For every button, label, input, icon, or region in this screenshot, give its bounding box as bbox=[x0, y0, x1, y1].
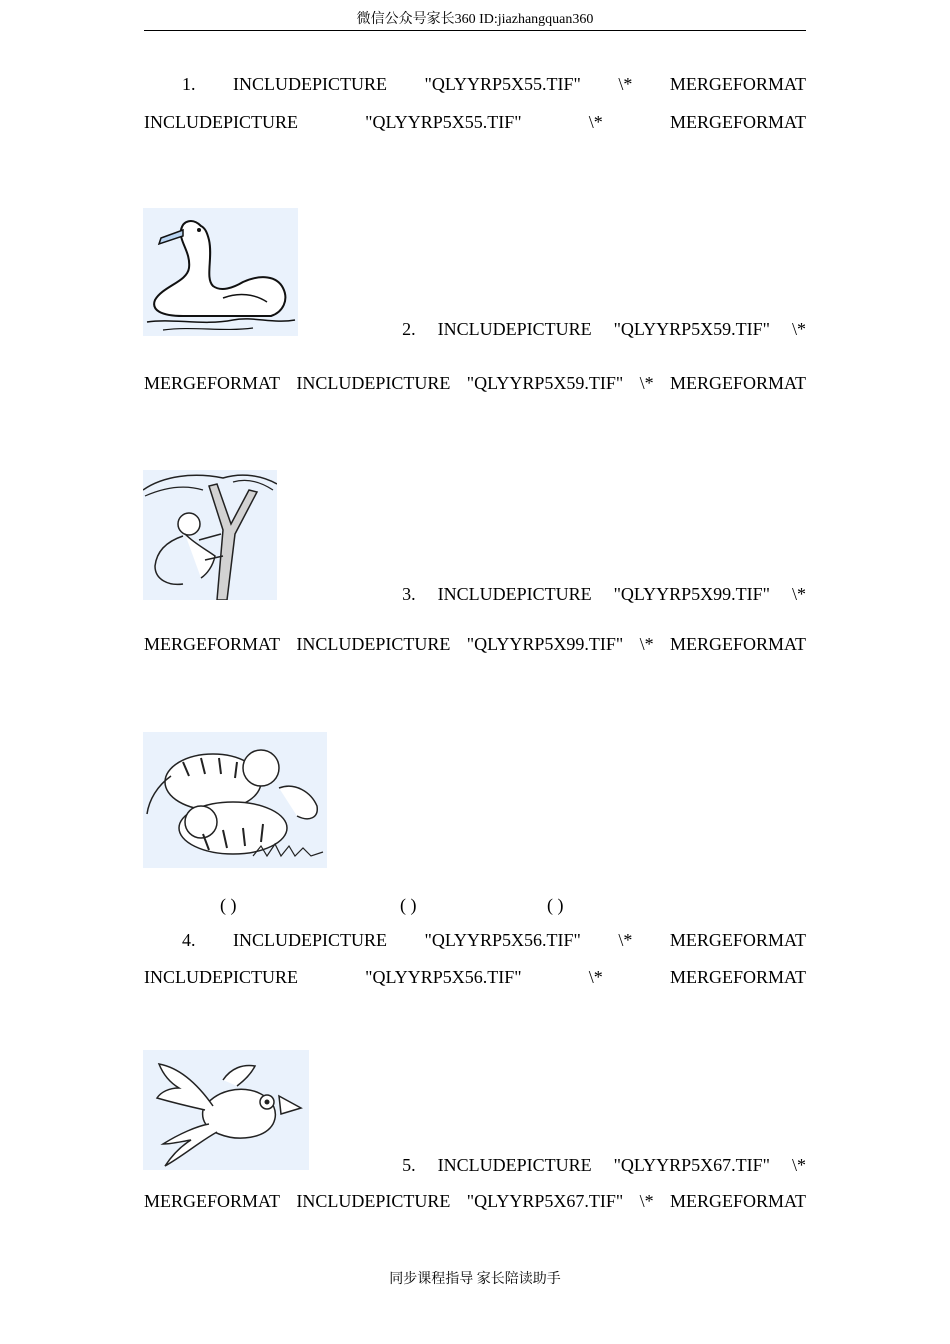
field-filename: "QLYYRP5X99.TIF" bbox=[466, 634, 624, 654]
item-2-line-1 bbox=[144, 317, 806, 341]
field-switch: \* bbox=[618, 74, 633, 94]
page-footer: 同步课程指导 家长陪读助手 bbox=[389, 1272, 561, 1287]
field-format: MERGEFORMAT bbox=[669, 1191, 806, 1211]
field-switch: \* bbox=[639, 373, 654, 393]
field-format: MERGEFORMAT bbox=[669, 930, 806, 950]
field-filename: "QLYYRP5X56.TIF" bbox=[365, 967, 522, 987]
field-filename: "QLYYRP5X59.TIF" bbox=[613, 319, 770, 339]
field-format: MERGEFORMAT bbox=[669, 967, 806, 987]
field-format: MERGEFORMAT bbox=[669, 634, 806, 654]
item-2-line-2 bbox=[144, 371, 806, 395]
item-4-line-1 bbox=[182, 928, 806, 952]
item-number: 2. bbox=[402, 319, 416, 339]
field-code: INCLUDEPICTURE bbox=[296, 373, 451, 393]
page-header: 微信公众号家长360 ID:jiazhangquan360 bbox=[356, 12, 594, 27]
bird-image bbox=[143, 1050, 309, 1170]
field-switch: \* bbox=[791, 319, 806, 339]
field-format: MERGEFORMAT bbox=[144, 373, 281, 393]
field-code: INCLUDEPICTURE bbox=[233, 930, 387, 950]
field-switch: \* bbox=[791, 584, 806, 604]
field-switch: \* bbox=[588, 112, 603, 132]
field-format: MERGEFORMAT bbox=[669, 74, 806, 94]
item-number: 4. bbox=[182, 930, 196, 950]
field-filename: "QLYYRP5X59.TIF" bbox=[466, 373, 624, 393]
item-number: 5. bbox=[402, 1155, 416, 1175]
field-code: INCLUDEPICTURE bbox=[437, 1155, 592, 1175]
field-format: MERGEFORMAT bbox=[144, 634, 281, 654]
field-code: INCLUDEPICTURE bbox=[437, 584, 592, 604]
field-filename: "QLYYRP5X67.TIF" bbox=[613, 1155, 770, 1175]
monkey-tree-image bbox=[143, 470, 277, 600]
field-format: MERGEFORMAT bbox=[144, 1191, 281, 1211]
answer-blank-1[interactable]: ( ) bbox=[220, 895, 237, 915]
item-3-line-1 bbox=[144, 582, 806, 606]
field-switch: \* bbox=[618, 930, 633, 950]
field-filename: "QLYYRP5X55.TIF" bbox=[365, 112, 522, 132]
item-1-line-2 bbox=[144, 110, 806, 134]
field-code: INCLUDEPICTURE bbox=[233, 74, 387, 94]
field-filename: "QLYYRP5X56.TIF" bbox=[424, 930, 581, 950]
field-format: MERGEFORMAT bbox=[669, 373, 806, 393]
answer-blank-2[interactable]: ( ) bbox=[400, 895, 417, 915]
field-code: INCLUDEPICTURE bbox=[144, 112, 298, 132]
field-code: INCLUDEPICTURE bbox=[296, 1191, 451, 1211]
tigers-image bbox=[143, 732, 327, 868]
field-filename: "QLYYRP5X99.TIF" bbox=[613, 584, 770, 604]
field-switch: \* bbox=[791, 1155, 806, 1175]
header-divider bbox=[144, 30, 806, 31]
item-5-line-2 bbox=[144, 1189, 806, 1213]
field-code: INCLUDEPICTURE bbox=[144, 967, 298, 987]
field-switch: \* bbox=[639, 1191, 654, 1211]
item-number: 1. bbox=[182, 74, 196, 94]
field-filename: "QLYYRP5X55.TIF" bbox=[424, 74, 581, 94]
field-code: INCLUDEPICTURE bbox=[296, 634, 451, 654]
field-format: MERGEFORMAT bbox=[669, 112, 806, 132]
field-filename: "QLYYRP5X67.TIF" bbox=[466, 1191, 624, 1211]
field-switch: \* bbox=[639, 634, 654, 654]
item-1-line-1 bbox=[182, 72, 806, 96]
item-5-line-1 bbox=[144, 1153, 806, 1177]
item-3-line-2 bbox=[144, 632, 806, 656]
field-switch: \* bbox=[588, 967, 603, 987]
item-number: 3. bbox=[402, 584, 416, 604]
item-4-line-2 bbox=[144, 965, 806, 989]
answer-blank-3[interactable]: ( ) bbox=[547, 895, 564, 915]
field-code: INCLUDEPICTURE bbox=[437, 319, 592, 339]
